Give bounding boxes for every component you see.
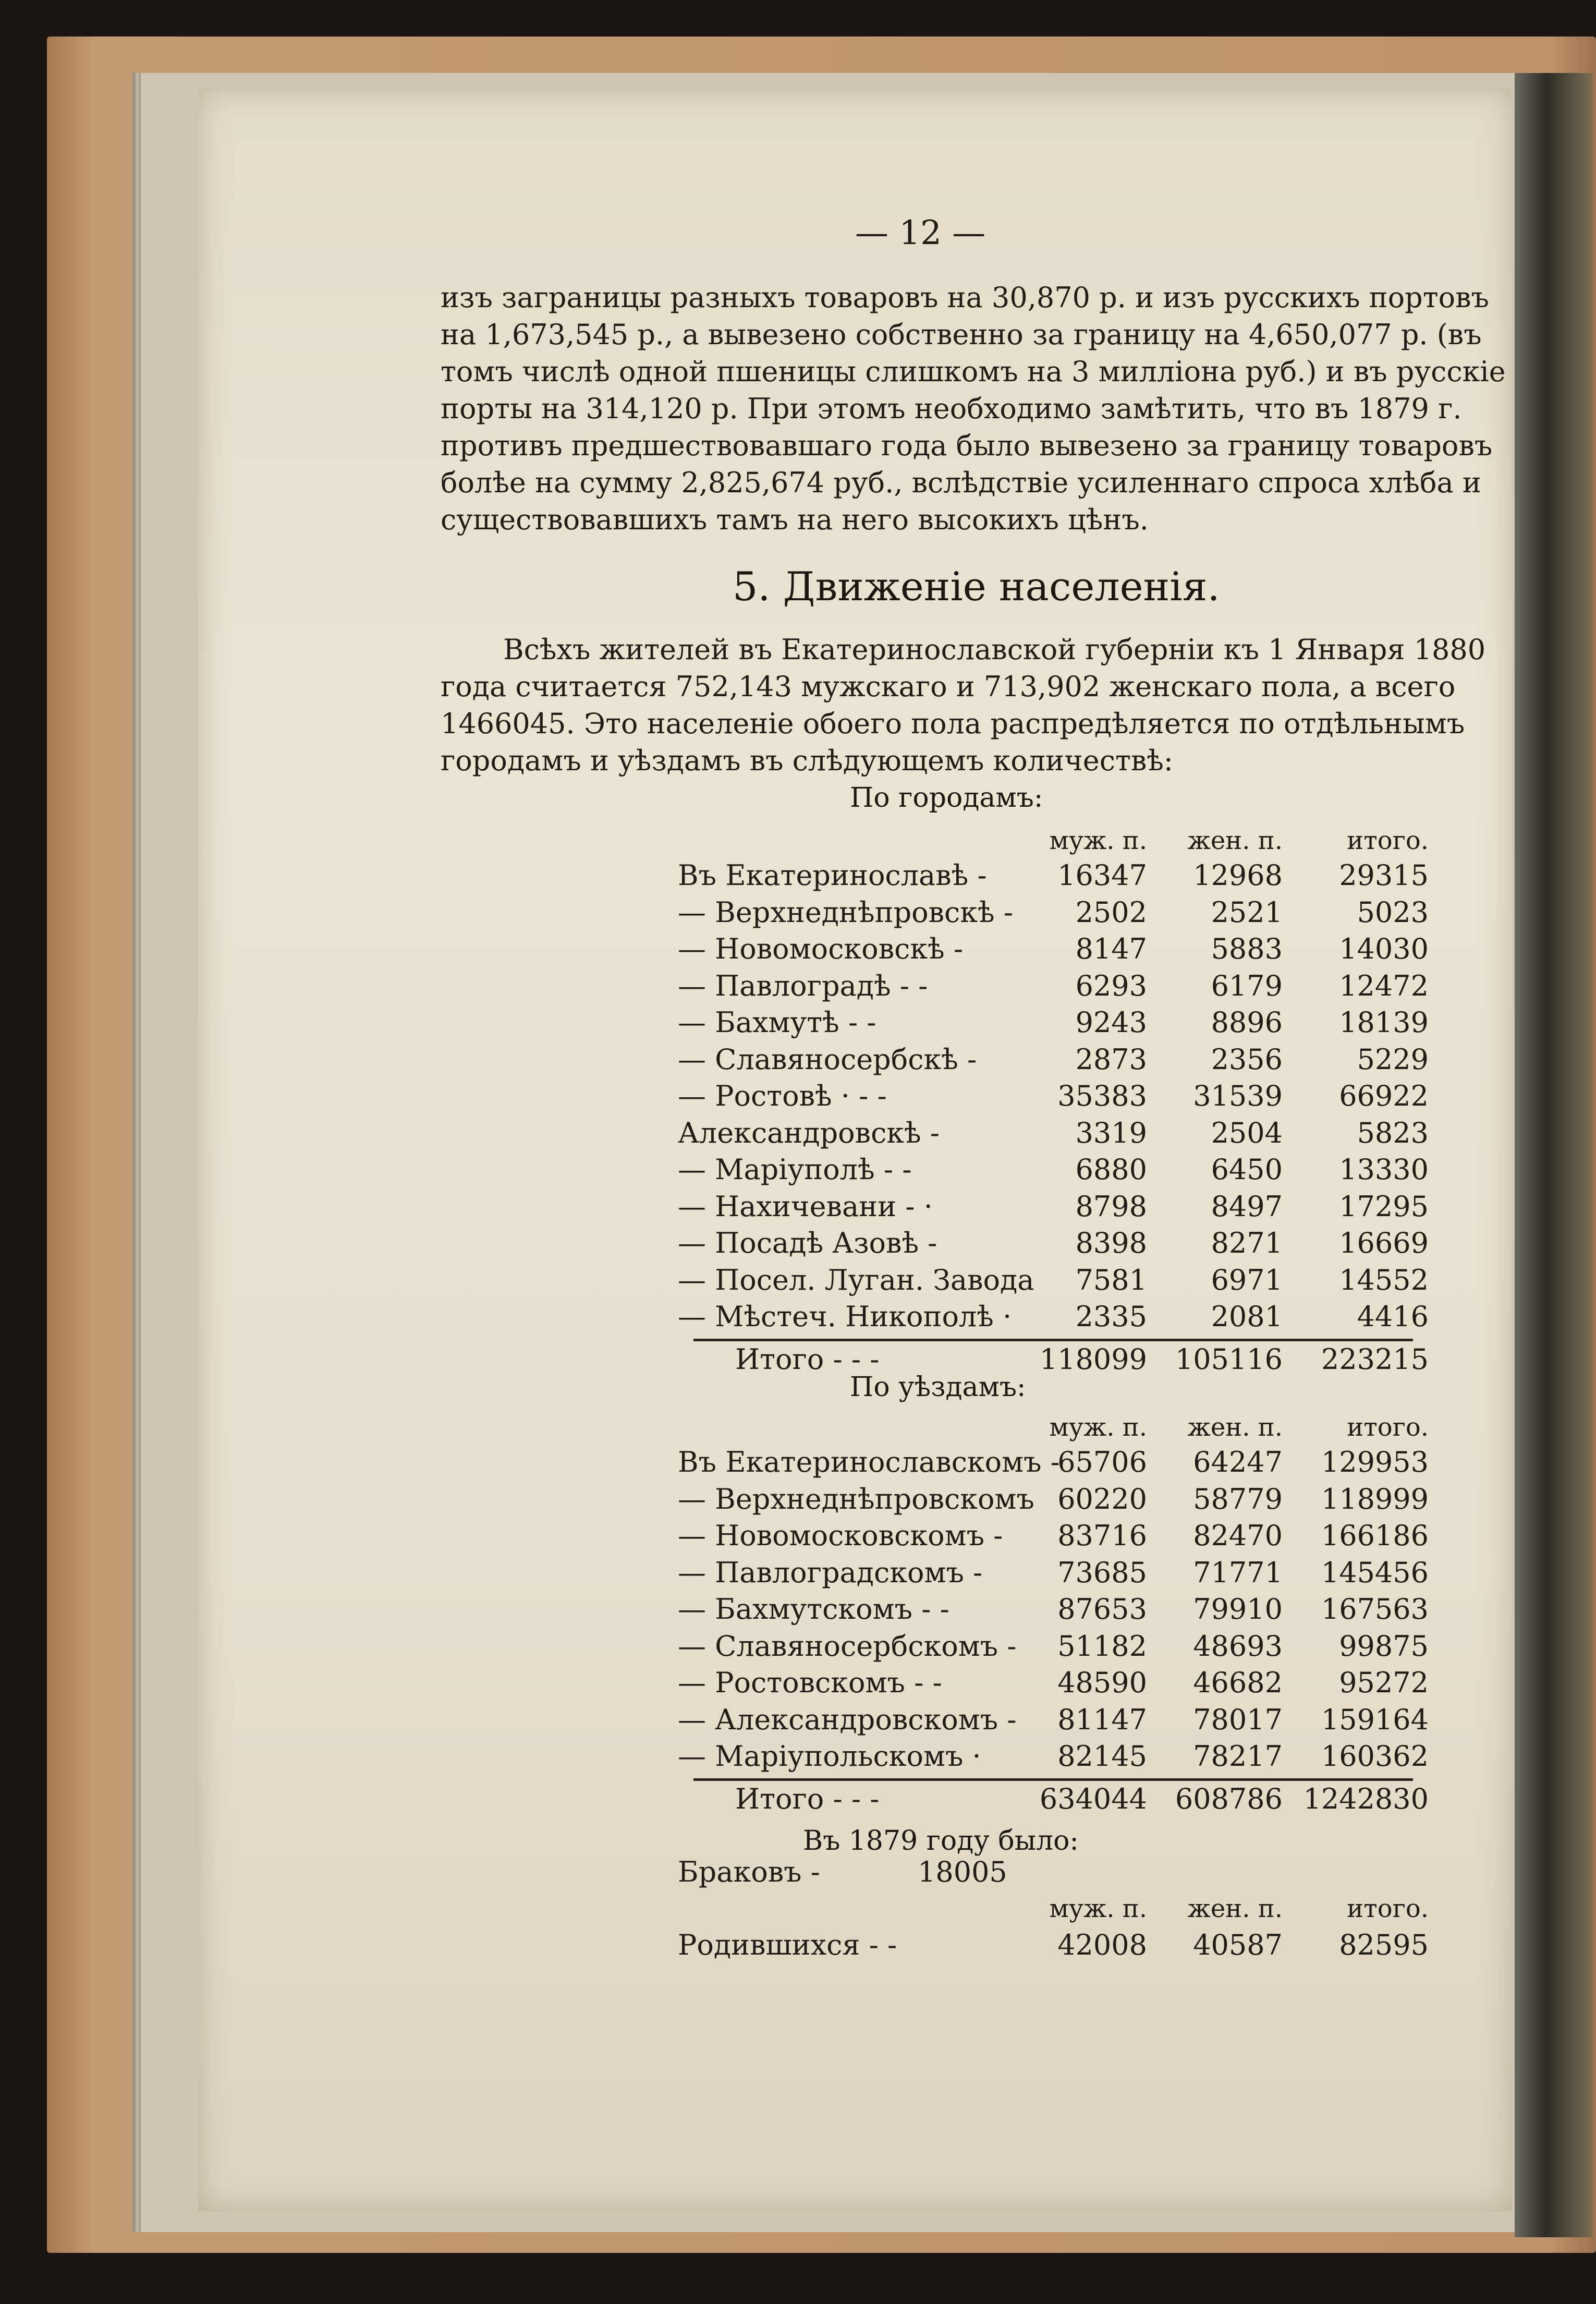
row-male: 2335 (1075, 1300, 1147, 1333)
row-male: 2873 (1075, 1042, 1147, 1076)
row-female: 8896 (1211, 1006, 1283, 1039)
table-row (678, 1444, 1429, 1481)
row-name: — Нахичевани - · (678, 1190, 933, 1223)
row-male: 6293 (1075, 969, 1147, 1002)
row-female: 2521 (1211, 895, 1283, 929)
row-name: — Ростовѣ · - - (678, 1080, 887, 1112)
row-total: 14030 (1339, 932, 1429, 965)
cities-table (678, 824, 1429, 1378)
row-male: 8798 (1075, 1190, 1147, 1223)
row-total: 5823 (1357, 1116, 1429, 1149)
births-male: 42008 (1057, 1929, 1147, 1961)
row-female: 48693 (1193, 1629, 1283, 1663)
total-male: 634044 (1039, 1782, 1147, 1815)
row-name: — Мѣстеч. Никополѣ · (678, 1300, 1012, 1333)
total-female: 608786 (1175, 1782, 1283, 1815)
text-line: на 1,673,545 р., а вывезено собственно за границу на 4,650,077 р. (въ (441, 318, 1482, 351)
total-all: 223215 (1321, 1342, 1429, 1376)
col-total-header: итого. (1347, 1894, 1429, 1923)
table-header (678, 1411, 1429, 1444)
row-female: 46682 (1193, 1666, 1283, 1699)
row-male: 7581 (1075, 1263, 1147, 1296)
row-female: 6179 (1211, 969, 1283, 1002)
districts-table (678, 1411, 1429, 1817)
table-row (678, 1041, 1429, 1078)
text-line: 1466045. Это населеніе обоего пола распредѣляется по отдѣльнымъ (441, 707, 1465, 740)
births-header (678, 1890, 1429, 1927)
row-female: 2356 (1211, 1042, 1283, 1076)
row-total: 4416 (1357, 1300, 1429, 1333)
row-female: 82470 (1193, 1519, 1283, 1552)
table-row (678, 1262, 1429, 1299)
row-male: 82145 (1057, 1740, 1147, 1773)
row-name: — Славяносербскѣ - (678, 1042, 977, 1076)
text-line: изъ заграницы разныхъ товаровъ на 30,870 р. и изъ русскихъ портовъ (441, 281, 1489, 314)
vital-statistics (678, 1854, 1429, 1963)
table-row (678, 1078, 1429, 1115)
table-row (678, 1115, 1429, 1152)
row-total: 12472 (1339, 969, 1429, 1002)
table-row (678, 1591, 1429, 1628)
row-name: — Посадѣ Азовѣ - (678, 1227, 937, 1259)
births-total: 82595 (1339, 1929, 1429, 1961)
col-female-header: жен. п. (1187, 1413, 1283, 1442)
text-line: противъ предшествовавшаго года было вывезено за границу товаровъ (441, 429, 1493, 462)
districts-heading: По уѣздамъ: (850, 1372, 1026, 1403)
row-total: 16669 (1339, 1227, 1429, 1259)
page-number: — 12 — (855, 214, 986, 252)
col-male-header: муж. п. (1049, 826, 1147, 855)
row-female: 31539 (1193, 1080, 1283, 1112)
row-total: 129953 (1321, 1446, 1429, 1478)
row-total: 18139 (1339, 1006, 1429, 1039)
table-row (678, 1151, 1429, 1189)
row-male: 8147 (1075, 932, 1147, 965)
row-male: 65706 (1057, 1446, 1147, 1478)
row-female: 8271 (1211, 1227, 1283, 1259)
row-female: 5883 (1211, 932, 1283, 965)
births-female: 40587 (1193, 1929, 1283, 1961)
table-row (678, 857, 1429, 894)
table-row (678, 1738, 1429, 1775)
row-female: 6971 (1211, 1263, 1283, 1296)
total-all: 1242830 (1303, 1782, 1429, 1815)
table-row (678, 968, 1429, 1005)
row-total: 167563 (1321, 1593, 1429, 1626)
marriages-row (678, 1854, 1429, 1890)
table-row (678, 931, 1429, 968)
row-name: — Новомосковскѣ - (678, 932, 964, 965)
table-row (678, 1004, 1429, 1041)
table-total-row (678, 1781, 1429, 1818)
row-name: — Верхнеднѣпровскомъ (678, 1482, 1034, 1515)
col-total-header: итого. (1347, 826, 1429, 855)
paragraph-trade (441, 279, 1506, 538)
row-name: — Павлоградскомъ - (678, 1556, 983, 1589)
row-male: 87653 (1057, 1593, 1147, 1626)
row-male: 81147 (1057, 1703, 1147, 1736)
table-row (678, 1481, 1429, 1518)
total-label: Итого - - - (735, 1782, 880, 1815)
col-male-header: муж. п. (1049, 1413, 1147, 1442)
table-row (678, 1299, 1429, 1336)
row-name: — Верхнеднѣпровскѣ - (678, 895, 1014, 929)
col-total-header: итого. (1347, 1413, 1429, 1442)
row-male: 35383 (1057, 1080, 1147, 1112)
row-name: Александровскѣ - (678, 1116, 940, 1149)
row-name: — Посел. Луган. Завода (678, 1263, 1034, 1296)
row-female: 58779 (1193, 1482, 1283, 1515)
row-female: 79910 (1193, 1593, 1283, 1626)
text-line: томъ числѣ одной пшеницы слишкомъ на 3 милліона руб.) и въ русскіе (441, 355, 1506, 388)
table-total-row (678, 1341, 1429, 1378)
row-name: — Александровскомъ - (678, 1703, 1017, 1736)
row-name: — Павлоградѣ - - (678, 969, 928, 1002)
row-male: 48590 (1057, 1666, 1147, 1699)
row-total: 14552 (1339, 1263, 1429, 1296)
row-male: 2502 (1075, 895, 1147, 929)
row-male: 16347 (1057, 859, 1147, 892)
table-row (678, 1628, 1429, 1665)
row-male: 73685 (1057, 1556, 1147, 1589)
table-row (678, 1225, 1429, 1262)
text-line: существовавшихъ тамъ на него высокихъ цѣнъ. (441, 503, 1149, 536)
row-total: 99875 (1339, 1629, 1429, 1663)
row-male: 8398 (1075, 1227, 1147, 1259)
row-female: 2504 (1211, 1116, 1283, 1149)
total-male: 118099 (1039, 1342, 1147, 1376)
row-name: — Бахмутѣ - - (678, 1006, 876, 1039)
row-name: — Бахмутскомъ - - (678, 1593, 949, 1626)
row-female: 64247 (1193, 1446, 1283, 1478)
row-total: 13330 (1339, 1153, 1429, 1186)
row-name: — Ростовскомъ - - (678, 1666, 942, 1699)
row-total: 29315 (1339, 859, 1429, 892)
row-total: 17295 (1339, 1190, 1429, 1223)
total-label: Итого - - - (735, 1342, 880, 1376)
table-row (678, 1189, 1429, 1226)
row-total: 166186 (1321, 1519, 1429, 1552)
row-total: 160362 (1321, 1740, 1429, 1773)
row-male: 51182 (1057, 1629, 1147, 1663)
row-female: 6450 (1211, 1153, 1283, 1186)
row-male: 3319 (1075, 1116, 1147, 1149)
row-name: — Маріуполѣ - - (678, 1153, 912, 1186)
row-total: 5023 (1357, 895, 1429, 929)
row-male: 9243 (1075, 1006, 1147, 1039)
text-line: городамъ и уѣздамъ въ слѣдующемъ количествѣ: (441, 744, 1174, 777)
births-label: Родившихся - - (678, 1929, 897, 1961)
row-name: — Новомосковскомъ - (678, 1519, 1003, 1552)
text-line: порты на 314,120 р. При этомъ необходимо замѣтить, что въ 1879 г. (441, 392, 1462, 425)
row-female: 12968 (1193, 859, 1283, 892)
births-row (678, 1927, 1429, 1963)
row-male: 6880 (1075, 1153, 1147, 1186)
table-row (678, 1665, 1429, 1702)
section-title: 5. Движеніе населенія. (733, 563, 1220, 610)
marriages-value: 18005 (918, 1856, 1007, 1888)
text-line: Всѣхъ жителей въ Екатеринославской губерніи къ 1 Января 1880 (503, 633, 1486, 666)
row-name: Въ Екатеринославскомъ - (678, 1446, 1060, 1478)
row-name: — Славяносербскомъ - (678, 1629, 1017, 1663)
next-page-edge (1515, 73, 1593, 2237)
text-line: болѣе на сумму 2,825,674 руб., вслѣдствіе усиленнаго спроса хлѣба и (441, 466, 1481, 499)
row-male: 83716 (1057, 1519, 1147, 1552)
row-total: 118999 (1321, 1482, 1429, 1515)
table-row (678, 1518, 1429, 1555)
paragraph-population (441, 631, 1486, 779)
year-heading: Въ 1879 году было: (803, 1825, 1079, 1857)
table-row (678, 1555, 1429, 1592)
row-total: 159164 (1321, 1703, 1429, 1736)
row-name: Въ Екатеринославѣ - (678, 859, 987, 892)
table-header (678, 824, 1429, 857)
row-total: 95272 (1339, 1666, 1429, 1699)
row-female: 71771 (1193, 1556, 1283, 1589)
row-total: 145456 (1321, 1556, 1429, 1589)
col-male-header: муж. п. (1049, 1894, 1147, 1923)
row-male: 60220 (1057, 1482, 1147, 1515)
row-total: 66922 (1339, 1080, 1429, 1112)
col-female-header: жен. п. (1187, 826, 1283, 855)
table-row (678, 894, 1429, 931)
marriages-label: Браковъ - (678, 1856, 820, 1888)
row-female: 8497 (1211, 1190, 1283, 1223)
row-female: 78217 (1193, 1740, 1283, 1773)
row-total: 5229 (1357, 1042, 1429, 1076)
cities-heading: По городамъ: (850, 782, 1043, 814)
row-female: 2081 (1211, 1300, 1283, 1333)
row-name: — Маріупольскомъ · (678, 1740, 981, 1773)
col-female-header: жен. п. (1187, 1894, 1283, 1923)
table-row (678, 1702, 1429, 1739)
row-female: 78017 (1193, 1703, 1283, 1736)
total-female: 105116 (1175, 1342, 1283, 1376)
text-line: года считается 752,143 мужскаго и 713,902 женскаго пола, а всего (441, 670, 1456, 703)
